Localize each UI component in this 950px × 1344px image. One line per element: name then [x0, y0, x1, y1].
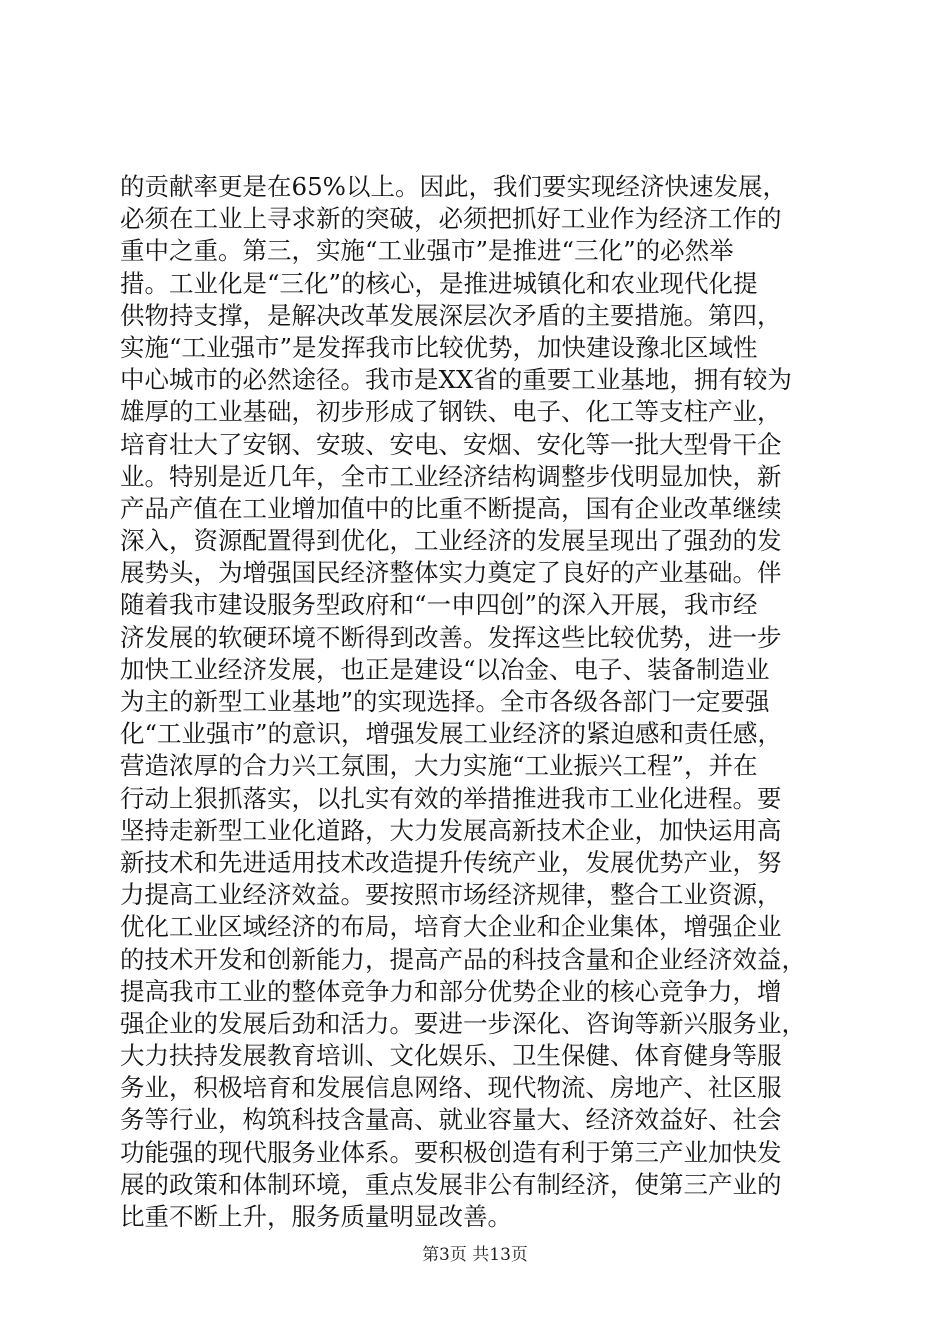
page-number: 第3页 共13页	[422, 1245, 528, 1265]
text-line: 坚持走新型工业化道路，大力发展高新技术企业，加快运用高	[120, 815, 782, 845]
text-line: 化“工业强市”的意识，增强发展工业经济的紧迫感和责任感，	[120, 719, 783, 749]
text-line: 新技术和先进适用技术改造提升传统产业，发展优势产业，努	[120, 847, 782, 877]
text-line: 力提高工业经济效益。要按照市场经济规律，整合工业资源，	[120, 880, 782, 910]
text-line: 雄厚的工业基础，初步形成了钢铁、电子、化工等支柱产业，	[120, 397, 782, 427]
text-line: 济发展的软硬环境不断得到改善。发挥这些比较优势，进一步	[120, 622, 782, 652]
text-line: 大力扶持发展教育培训、文化娱乐、卫生保健、体育健身等服	[120, 1041, 782, 1071]
text-line: 比重不断上升，服务质量明显改善。	[120, 1202, 512, 1231]
text-line: 强企业的发展后劲和活力。要进一步深化、咨询等新兴服务业，	[120, 1008, 806, 1038]
text-line: 务等行业，构筑科技含量高、就业容量大、经济效益好、社会	[120, 1105, 782, 1135]
text-line: 的贡献率更是在65%以上。因此，我们要实现经济快速发展，	[120, 172, 787, 201]
text-line: 中心城市的必然途径。我市是XX省的重要工业基地，拥有较为	[120, 365, 792, 395]
text-line: 必须在工业上寻求新的突破，必须把抓好工业作为经济工作的	[120, 204, 782, 234]
text-line: 深入，资源配置得到优化，工业经济的发展呈现出了强劲的发	[120, 526, 782, 556]
text-line: 务业，积极培育和发展信息网络、现代物流、房地产、社区服	[120, 1073, 782, 1103]
text-line: 重中之重。第三，实施“工业强市”是推进“三化”的必然举	[120, 236, 734, 266]
text-line: 展的政策和体制环境，重点发展非公有制经济，使第三产业的	[120, 1169, 782, 1199]
body-text	[120, 171, 840, 1233]
text-line: 加快工业经济发展，也正是建设“以冶金、电子、装备制造业	[120, 654, 770, 684]
text-line: 功能强的现代服务业体系。要积极创造有利于第三产业加快发	[120, 1137, 782, 1167]
text-line: 业。特别是近几年，全市工业经济结构调整步伐明显加快，新	[120, 461, 782, 491]
text-line: 优化工业区域经济的布局，培育大企业和企业集体，增强企业	[120, 912, 782, 942]
text-line: 提高我市工业的整体竞争力和部分优势企业的核心竞争力，增	[120, 976, 782, 1006]
text-line: 培育壮大了安钢、安玻、安电、安烟、安化等一批大型骨干企	[120, 429, 782, 459]
text-line: 供物持支撑，是解决改革发展深层次矛盾的主要措施。第四，	[120, 300, 782, 330]
text-line: 产品产值在工业增加值中的比重不断提高，国有企业改革继续	[120, 493, 782, 523]
text-line: 的技术开发和创新能力，提高产品的科技含量和企业经济效益，	[120, 944, 806, 974]
text-line: 随着我市建设服务型政府和“一申四创”的深入开展，我市经	[120, 590, 758, 620]
text-line: 行动上狠抓落实，以扎实有效的举措推进我市工业化进程。要	[120, 783, 782, 813]
page-footer	[0, 1244, 950, 1266]
text-line: 营造浓厚的合力兴工氛围，大力实施“工业振兴工程”，并在	[120, 751, 758, 781]
text-line: 实施“工业强市”是发挥我市比较优势，加快建设豫北区域性	[120, 332, 758, 362]
text-line: 为主的新型工业基地”的实现选择。全市各级各部门一定要强	[120, 687, 770, 716]
text-line: 展势头，为增强国民经济整体实力奠定了良好的产业基础。伴	[120, 558, 782, 588]
text-line: 措。工业化是“三化”的核心，是推进城镇化和农业现代化提	[120, 268, 758, 298]
